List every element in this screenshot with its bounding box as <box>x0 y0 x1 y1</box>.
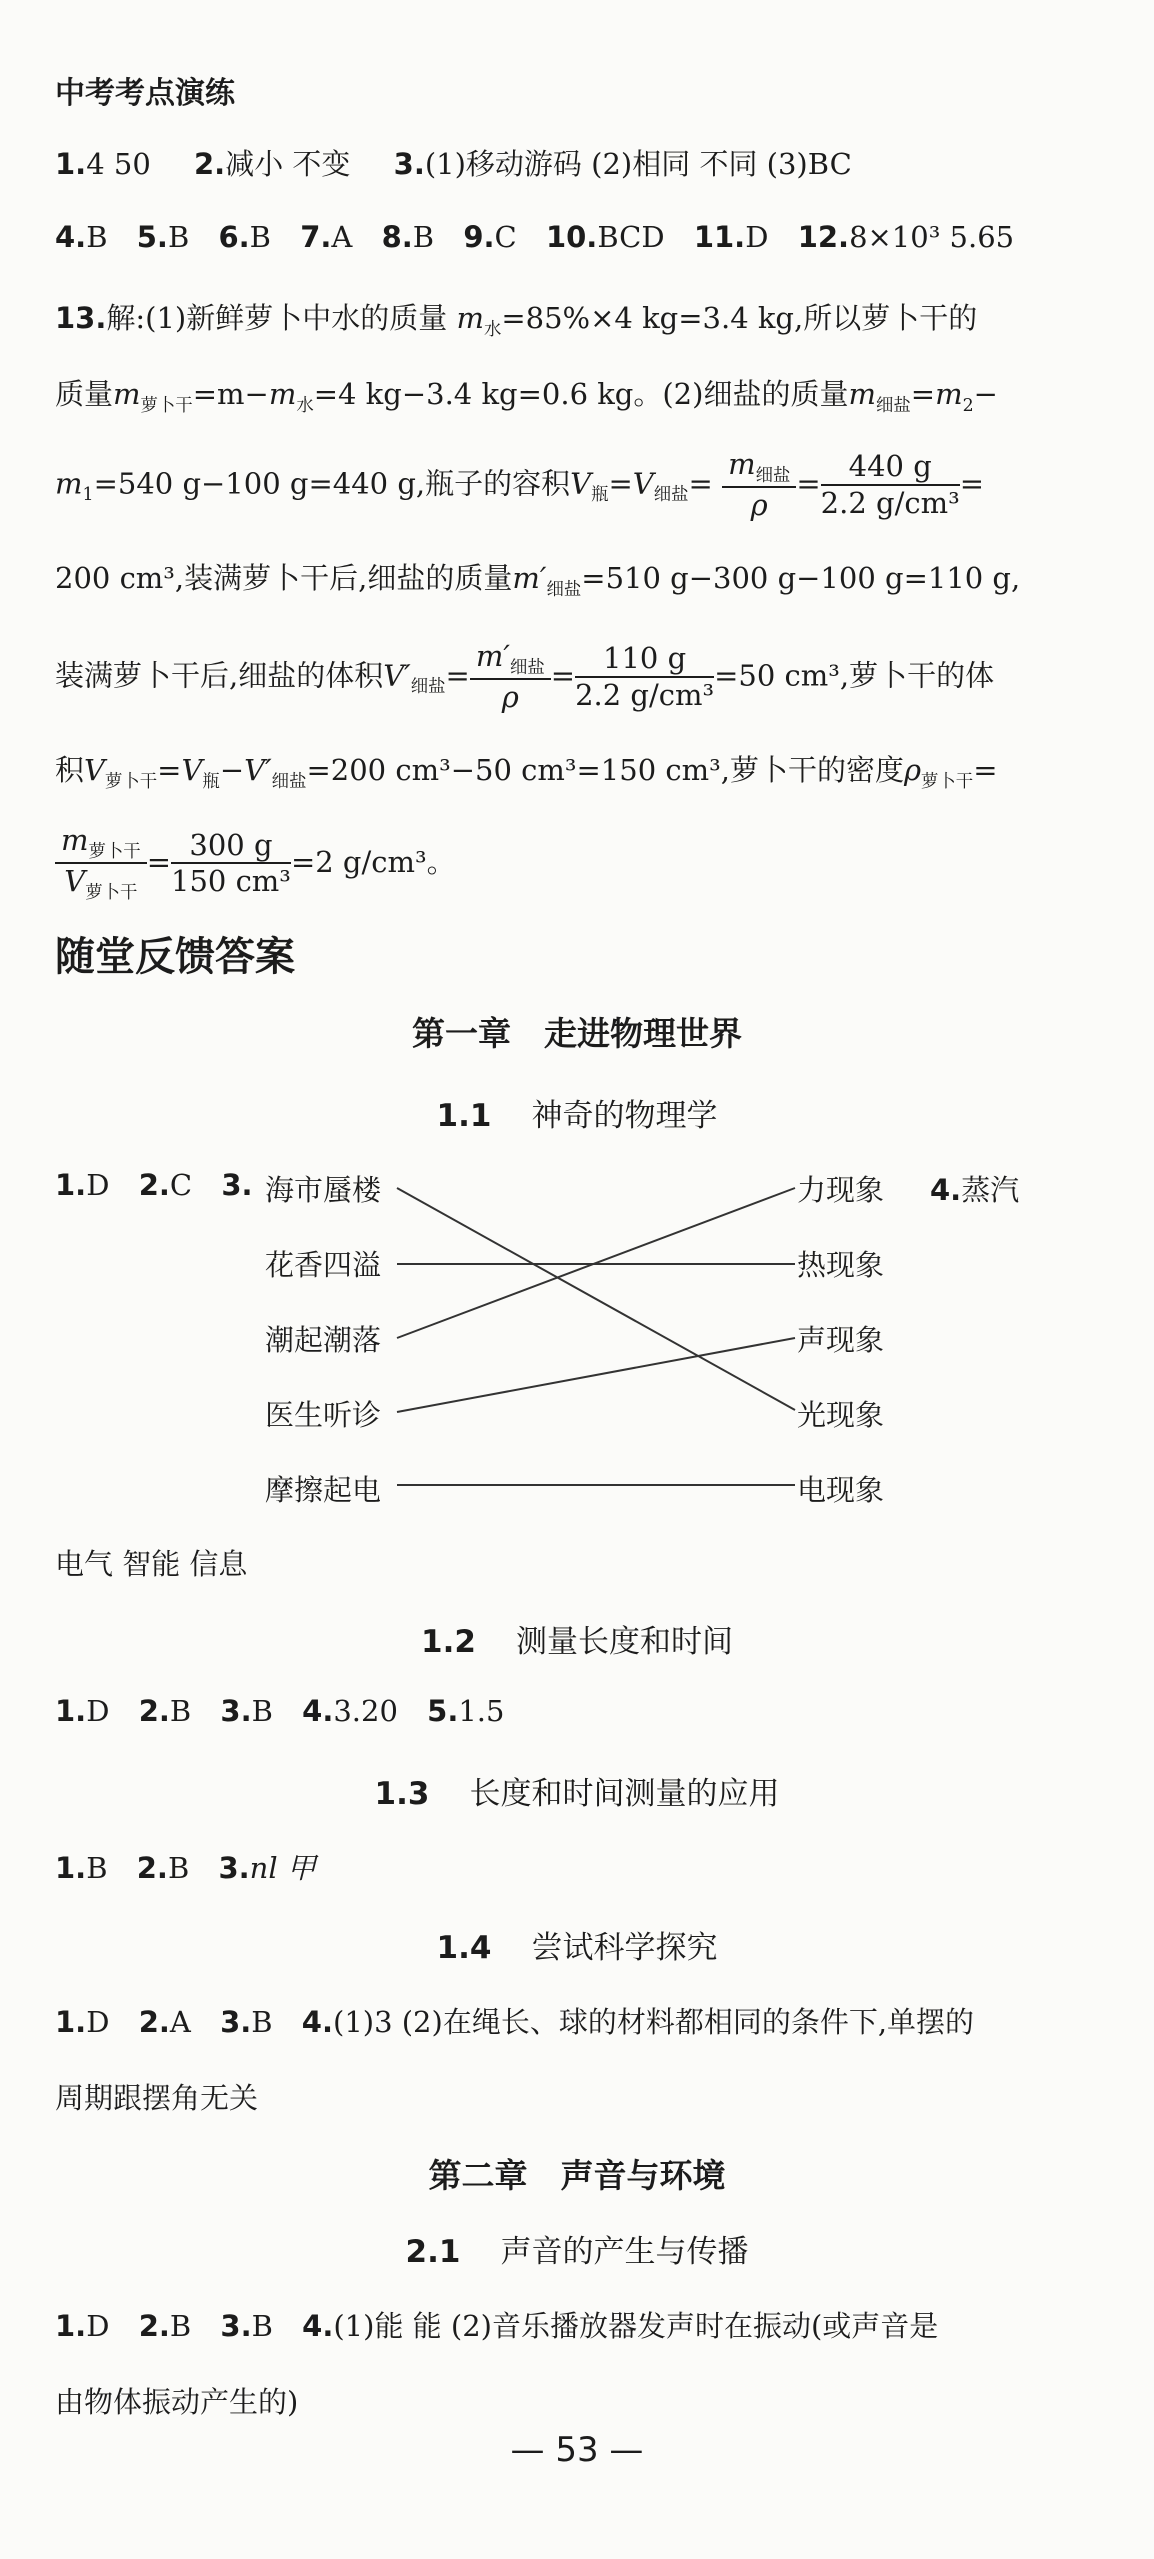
match-left-1: 海市蜃楼 <box>265 1173 382 1207</box>
fraction-m-over-rho: $m_{细盐}$ ρ <box>722 448 796 523</box>
q13-line-5: 装满萝卜干后,细盐的体积$V'_{细盐}=$ $m'_{细盐}$ ρ = $\frac{110 g}{\text{2.2 g/cm³}}$ =50 cm³,萝卜干的体 <box>55 639 995 714</box>
match-right-3: 声现象 <box>797 1323 885 1357</box>
page-number: — 53 — <box>510 2430 644 2470</box>
subsection-2-1: 2.1 声音的产生与传播 <box>405 2234 749 2270</box>
subsection-1-1: 1.1 神奇的物理学 <box>436 1098 718 1134</box>
q13-line-7: $m_{萝卜干}$ $V_{萝卜干}$ = $\frac{300 g}{\text{150 cm³}}$ =2 g/cm³。 <box>55 824 456 903</box>
fraction-300-over-150: $\frac{300 g}{\text{150 cm³}}$ <box>171 827 291 899</box>
match-right-2: 热现象 <box>797 1248 885 1282</box>
match-right-5: 电现象 <box>797 1473 885 1507</box>
match-right-4: 光现象 <box>797 1398 885 1432</box>
s21-answers-line-2: 由物体振动产生的) <box>55 2385 299 2419</box>
section-title-exam-practice: 中考考点演练 <box>55 76 235 111</box>
match-right-1: 力现象 <box>797 1173 885 1207</box>
matching-lines <box>0 1150 1154 1510</box>
match-left-4: 医生听诊 <box>265 1398 382 1432</box>
chapter-1-title: 第一章 走进物理世界 <box>412 1014 742 1053</box>
s12-answers: 1.D 2.B 3.B 4.3.20 5.1.5 <box>55 1694 505 1728</box>
fraction-m-over-V-dry: $m_{萝卜干}$ $V_{萝卜干}$ <box>55 824 147 903</box>
fraction-440-over-2.2: $\frac{440 g}{\text{2.2 g/cm³}}$ <box>820 449 960 520</box>
match-left-2: 花香四溢 <box>265 1248 382 1282</box>
fraction-110-over-2.2: $\frac{110 g}{\text{2.2 g/cm³}}$ <box>575 641 715 712</box>
q13-line-4: 200 cm³,装满萝卜干后,细盐的质量$m'_{细盐}=510$ g−300 g−100 g=110 g, <box>55 561 1021 600</box>
section-title-feedback: 随堂反馈答案 <box>55 934 295 980</box>
s14-answers-line-2: 周期跟摆角无关 <box>55 2081 259 2115</box>
match-line-mirage-light <box>397 1188 795 1410</box>
q4-continuation: 电气 智能 信息 <box>55 1547 248 1581</box>
s21-answers-line-1: 1.D 2.B 3.B 4.(1)能 能 (2)音乐播放器发声时在振动(或声音是 <box>55 2309 939 2343</box>
q4-answer: 4.蒸汽 <box>930 1173 1020 1207</box>
answer-line-1: 1.4 50 2.减小 不变 3.(1)移动游码 (2)相同 不同 (3)BC <box>55 147 852 181</box>
match-line-stethoscope-sound <box>397 1338 795 1412</box>
q13-line-1: 13.解:(1)新鲜萝卜中水的质量 $m_水=85\%\times 4$ kg=3.4 kg,所以萝卜干的 <box>55 301 978 340</box>
match-left-3: 潮起潮落 <box>265 1323 382 1357</box>
s13-answers: 1.B 2.B 3.nl 甲 <box>55 1851 316 1885</box>
q13-line-3: $m_1=540$ g−100 g=440 g,瓶子的容积$V_瓶=V_{细盐}=$ $m_{细盐}$ ρ = $\frac{440 g}{\text{2.2 g/cm³}}$ = <box>55 447 985 522</box>
s11-answers: 1.D 2.C 3. <box>55 1168 253 1202</box>
fraction-mprime-over-rho: $m'_{细盐}$ ρ <box>470 640 551 715</box>
subsection-1-4: 1.4 尝试科学探究 <box>436 1930 718 1966</box>
s14-answers-line-1: 1.D 2.A 3.B 4.(1)3 (2)在绳长、球的材料都相同的条件下,单摆的 <box>55 2005 975 2039</box>
answer-line-2: 4.B 5.B 6.B 7.A 8.B 9.C 10.BCD 11.D 12.8×10³ 5.65 <box>55 220 1015 254</box>
chapter-2-title: 第二章 声音与环境 <box>428 2156 726 2195</box>
q13-line-6: 积$V_{萝卜干}=V_瓶-V'_{细盐}=200$ cm³−50 cm³=150 cm³,萝卜干的密度$\rho_{萝卜干}=$ <box>55 753 998 792</box>
subsection-1-3: 1.3 长度和时间测量的应用 <box>374 1776 780 1812</box>
match-left-5: 摩擦起电 <box>265 1473 382 1507</box>
q13-line-2: 质量$m_{萝卜干}=m-m_水=4$ kg−3.4 kg=0.6 kg。(2)细盐的质量$m_{细盐}=m_2-$ <box>55 377 998 416</box>
subsection-1-2: 1.2 测量长度和时间 <box>421 1624 733 1660</box>
